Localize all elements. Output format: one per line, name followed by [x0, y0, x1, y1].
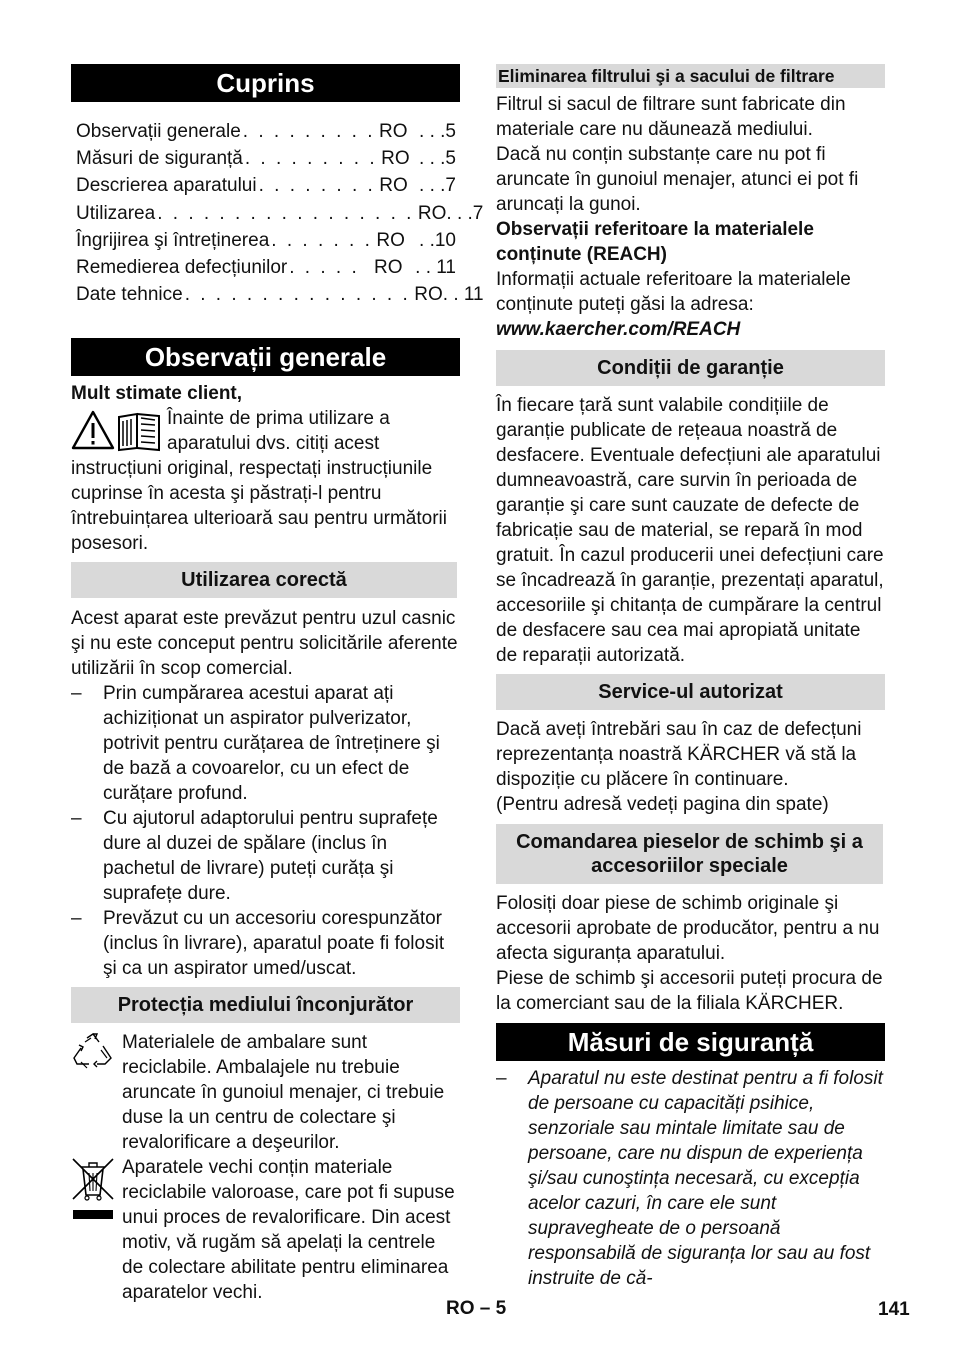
left-column	[71, 64, 484, 1305]
reach-title: Observații referitoare la materialele conținute (REACH)	[496, 219, 814, 265]
list-item	[496, 1066, 885, 1291]
toc-entry-page: . .10	[419, 229, 456, 251]
intended-use-list	[71, 681, 460, 981]
greeting: Mult stimate client,	[71, 383, 243, 405]
reach-url[interactable]: www.kaercher.com/REACH	[496, 319, 741, 340]
service-heading: Service-ul autorizat	[496, 674, 885, 710]
packaging-text: Materialele de ambalare sunt reciclabile. Ambalajele nu trebuie aruncate în gunoiul menajer, ci trebuie duse la un centru de colectare şi revalorificare a deşeurilor.	[122, 1032, 445, 1154]
warranty-text: În fiecare țară sunt valabile condițiile de garanție publicate de rețeaua noastră de desfacere. Eventuale defecțiuni ale aparatului dumneavoastră, care survin în perioada de garanție şi care sunt cauzate de defecte de fabricație sau de material, se repară în mod gratuit. În cazul producerii unei defecțiuni care se încadrează în garanție, prezentați aparatul, accesoriile şi chitanța de cumpărare la centrul de desfacere sau cea mai apropiată unitate de reparații autorizată.	[496, 395, 884, 666]
toc-entry[interactable]	[76, 200, 484, 227]
dash-bullet: –	[71, 808, 82, 830]
table-of-contents	[76, 118, 484, 308]
recycling-block	[71, 1030, 460, 1155]
toc-entry-page: . . .7	[419, 175, 456, 197]
toc-entry-lang: RO	[414, 284, 443, 306]
footer-page-number: 141	[878, 1299, 910, 1320]
list-item	[71, 906, 460, 981]
toc-entry[interactable]	[76, 118, 456, 145]
toc-leader-dots: . . . . . . . .	[258, 175, 376, 197]
list-item	[71, 681, 460, 806]
old-devices-block	[71, 1155, 460, 1305]
toc-entry-title: Date tehnice	[76, 284, 183, 306]
reach-text: Informații actuale referitoare la materialele conținute puteți găsi la adresa:	[496, 269, 851, 315]
warranty-heading: Condiții de garanție	[496, 350, 885, 386]
list-item	[71, 806, 460, 906]
dash-bullet: –	[71, 908, 82, 930]
toc-heading: Cuprins	[71, 64, 460, 102]
toc-entry-title: Utilizarea	[76, 202, 156, 224]
list-item-text: Cu ajutorul adaptorului pentru suprafețe dure al duzei de spălare (inclus în pachetul de livrare) puteți curăța şi suprafețe dure.	[103, 808, 438, 905]
toc-entry-title: Măsuri de siguranță	[76, 148, 243, 170]
general-notes-heading: Observații generale	[71, 338, 460, 376]
intro-block	[71, 406, 460, 556]
footer-language-page: RO – 5	[446, 1298, 507, 1319]
right-column	[496, 64, 885, 1291]
toc-entry-title: Observații generale	[76, 121, 241, 142]
toc-entry-lang: RO	[376, 229, 405, 251]
toc-entry-page: . . .5	[419, 121, 456, 142]
toc-entry-title: Descrierea aparatului	[76, 175, 257, 197]
list-item-text: Prevăzut cu un accesoriu corespunzător (inclus în livrare), aparatul poate fi folosit şi ca un aspirator umed/uscat.	[103, 908, 445, 980]
warning-manual-icon	[71, 408, 163, 452]
environment-heading: Protecția mediului înconjurător	[71, 987, 460, 1023]
toc-entry-lang: RO	[381, 148, 410, 170]
dash-bullet: –	[71, 683, 82, 705]
spare-parts-heading: Comandarea pieselor de schimb şi a accesoriilor speciale	[496, 824, 883, 884]
toc-entry[interactable]	[76, 254, 456, 281]
toc-leader-dots: . . . . . . . . . . . . . . .	[184, 284, 411, 306]
spare-parts-text-2: Piese de schimb şi accesorii puteți procura de la comerciant sau de la filiala KÄRCHER.	[496, 968, 883, 1014]
intended-use-text: Acest aparat este prevăzut pentru uzul casnic şi nu este conceput pentru solicitările aferente utilizării în scop comercial.	[71, 608, 458, 680]
filter-disposal-text-1: Filtrul si sacul de filtrare sunt fabricate din materiale care nu dăunează mediului.	[496, 94, 846, 140]
list-item-text: Aparatul nu este destinat pentru a fi folosit de persoane cu capacități psihice, senzoriale sau mintale limitate sau de persoane, care nu dispun de experiența şi/sau cunoştința necesară, cu excepția acelor cazuri, în care ele sunt supravegheate de o persoană responsabilă de siguranța lor sau au fost instruite de că-	[528, 1068, 883, 1289]
toc-leader-dots: . . . . . . . . .	[244, 148, 378, 170]
safety-heading: Măsuri de siguranță	[496, 1023, 885, 1061]
toc-entry[interactable]	[76, 281, 484, 308]
toc-leader-dots: . . . . . . . . . . . . . . . . .	[157, 202, 414, 224]
dash-bullet: –	[496, 1068, 507, 1089]
toc-entry-page: . . 11	[415, 256, 456, 278]
toc-entry[interactable]	[76, 172, 456, 199]
toc-entry-lang: RO	[374, 256, 403, 278]
toc-entry-page: . . .5	[419, 148, 456, 170]
toc-entry[interactable]	[76, 227, 456, 254]
toc-entry[interactable]	[76, 145, 456, 172]
toc-entry-title: Remedierea defecțiunilor	[76, 256, 288, 278]
toc-leader-dots: . . . . . . . . .	[242, 121, 376, 142]
toc-entry-page: . . 11	[442, 284, 484, 306]
safety-list	[496, 1066, 885, 1291]
toc-leader-dots: . . . . .	[289, 256, 360, 278]
toc-leader-dots: . . . . . . .	[271, 229, 373, 251]
crossed-bin-icon	[71, 1157, 115, 1223]
filter-disposal-heading: Eliminarea filtrului şi a sacului de filtrare	[496, 64, 885, 88]
toc-entry-page: . . .7	[446, 202, 484, 224]
toc-entry-lang: RO	[379, 175, 408, 197]
intro-text: Înainte de prima utilizare a aparatului dvs. citiți acest instrucțiuni original, respectați instrucțiunile cuprinse în acesta şi păstrați-l pentru întrebuințarea ulterioară sau pentru următorii posesori.	[71, 408, 447, 555]
intended-use-heading: Utilizarea corectă	[71, 562, 457, 598]
toc-entry-lang: RO	[379, 121, 408, 142]
service-text: Dacă aveți întrebări sau în caz de defecțuni reprezentanța noastră KÄRCHER vă stă la dispoziție cu plăcere în continuare.	[496, 719, 862, 790]
recycle-icon	[71, 1032, 115, 1076]
toc-entry-title: Îngrijirea şi întreținerea	[76, 229, 270, 251]
toc-entry-lang: RO	[417, 202, 447, 224]
filter-disposal-text-2: Dacă nu conțin substanțe care nu pot fi aruncate în gunoiul menajer, atunci ei pot fi aruncați la gunoi.	[496, 144, 859, 215]
old-devices-text: Aparatele vechi conțin materiale reciclabile valoroase, care pot fi supuse unui proces de revalorificare. Din acest motiv, vă rugăm să apelați la centrele de colectare abilitate pentru eliminarea aparatelor vechi.	[122, 1157, 455, 1304]
spare-parts-text-1: Folosiți doar piese de schimb originale şi accesorii aprobate de producător, pentru a nu afecta siguranța aparatului.	[496, 893, 880, 964]
service-note: (Pentru adresă vedeți pagina din spate)	[496, 794, 829, 815]
list-item-text: Prin cumpărarea acestui aparat ați achiziționat un aspirator pulverizator, potrivit pentru curățarea de întreținere şi de bază a covoarelor, cu un efect de curățare profund.	[103, 683, 440, 805]
